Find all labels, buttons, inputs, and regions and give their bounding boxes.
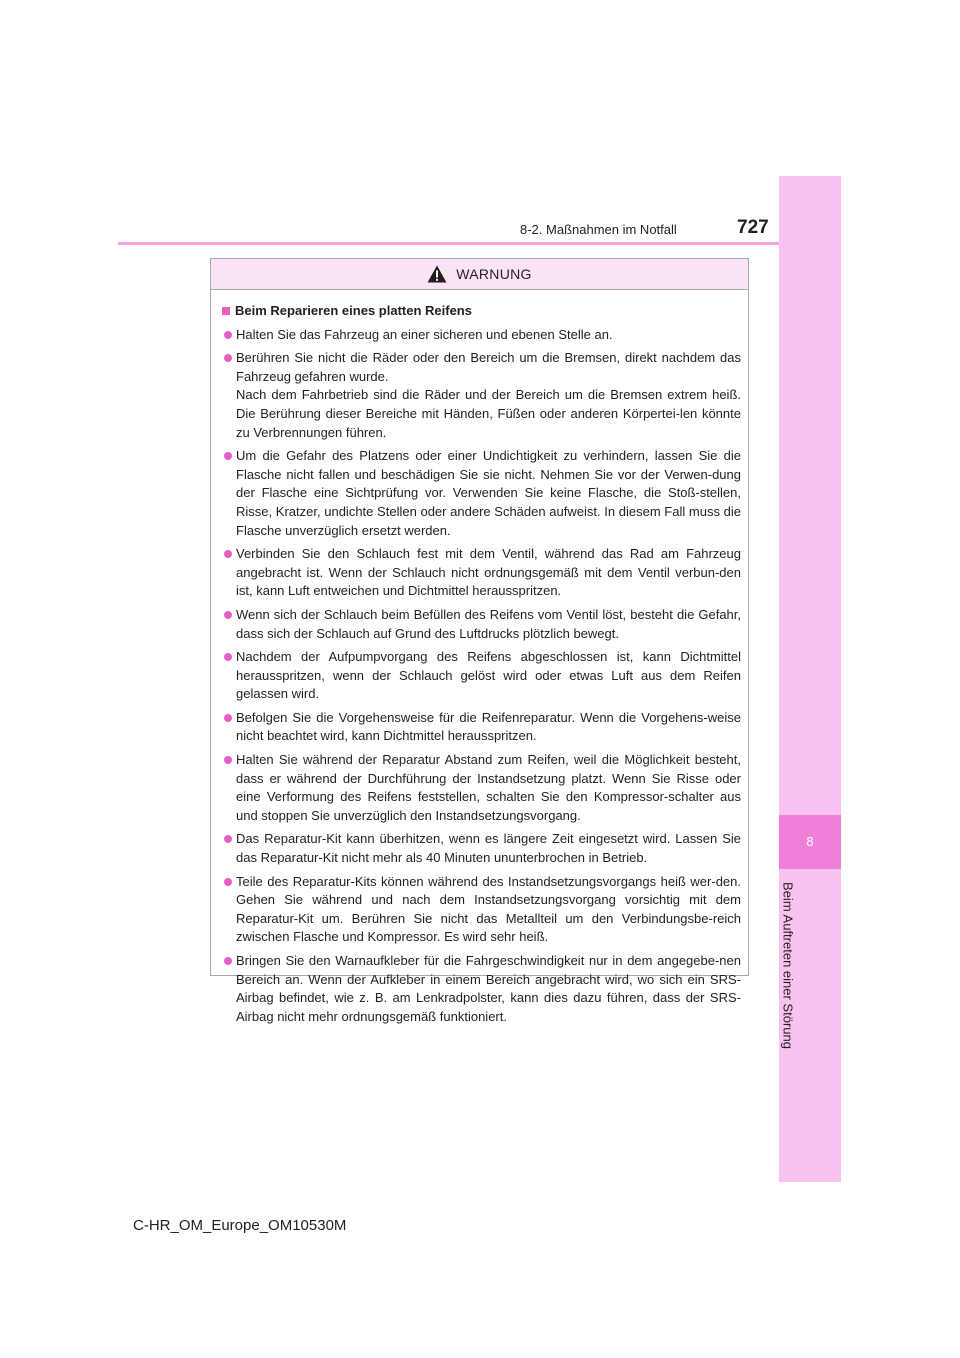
circle-bullet-icon (224, 611, 232, 619)
list-item-text (236, 873, 741, 947)
list-item-paragraph: Bringen Sie den Warnaufkleber für die Fahrgeschwindigkeit nur in dem angegebe-nen Bereich an. Wenn der Aufkleber in einem Bereich angebracht wird, wo sich ein SRS-Airbag befindet, wie z. B. am Lenkradpolster, kann dies dazu führen, dass der SRS-Airbag nicht mehr ordnungsgemäß funktioniert. (236, 953, 741, 1024)
list-item (222, 545, 741, 601)
circle-bullet-icon (224, 957, 232, 965)
list-item (222, 952, 741, 1026)
list-item-text (236, 709, 741, 746)
list-item-paragraph: Wenn sich der Schlauch beim Befüllen des Reifens vom Ventil löst, besteht die Gefahr, dass sich der Schlauch auf Grund des Luftdrucks plötzlich bewegt. (236, 606, 741, 641)
warning-subheading (222, 302, 741, 321)
square-bullet-icon (222, 307, 230, 315)
circle-bullet-icon (224, 756, 232, 764)
list-item-text (236, 648, 741, 704)
warning-box (210, 258, 749, 1024)
list-item-paragraph: Verbinden Sie den Schlauch fest mit dem Ventil, während das Rad am Fahrzeug angebracht ist. Wenn der Schlauch nicht ordnungsgemäß mit dem Ventil verbun-den ist, kann Luft entweichen und Dichtmittel herausspritzen. (236, 546, 741, 599)
list-item-paragraph: Teile des Reparatur-Kits können während des Instandsetzungsvorgangs heiß wer-den. Gehen Sie während und nach dem Instandsetzungsvorgang vorsichtig mit dem Reparatur-Kit um. Berühren Sie nicht das Metallteil um den Verbindungsbe-reich zwischen Flasche und Kompressor. Es wird sehr heiß. (236, 873, 741, 945)
list-item-text (236, 326, 741, 345)
list-item (222, 447, 741, 540)
list-item (222, 326, 741, 345)
warning-body (211, 290, 748, 1026)
list-item (222, 873, 741, 947)
page-number: 727 (737, 217, 769, 238)
circle-bullet-icon (224, 714, 232, 722)
list-item-text (236, 545, 741, 601)
list-item-paragraph: Das Reparatur-Kit kann überhitzen, wenn es längere Zeit eingesetzt wird. Lassen Sie das Reparatur-Kit nicht mehr als 40 Minuten ununterbrochen in Betrieb. (236, 831, 741, 866)
list-item-paragraph: Nachdem der Aufpumpvorgang des Reifens abgeschlossen ist, kann Dichtmittel herausspritzen, wenn der Schlauch gelöst wird oder etwas Luft aus dem Reifen gelassen wird. (236, 649, 741, 702)
list-item (222, 830, 741, 867)
list-item-paragraph: Um die Gefahr des Platzens oder einer Undichtigkeit zu verhindern, lassen Sie die Flasche nicht fallen und beschädigen Sie sie nicht. Nehmen Sie vor der Verwen-dung der Flasche eine Sichtprüfung vor. Verwenden Sie keine Flasche, die Stoß-stellen, Risse, Kratzer, undichte Stellen oder andere Schäden aufweist. In diesem Fall muss die Flasche unverzüglich ersetzt werden. (236, 448, 741, 538)
list-item-paragraph: Berühren Sie nicht die Räder oder den Bereich um die Bremsen, direkt nachdem das Fahrzeug gefahren wurde. (236, 350, 741, 384)
list-item-paragraph: Befolgen Sie die Vorgehensweise für die Reifenreparatur. Wenn die Vorgehens-weise nicht beachtet wird, kann Dichtmittel herausspritzen. (236, 709, 741, 744)
warning-title: WARNUNG (456, 266, 532, 282)
warning-header (211, 259, 748, 290)
list-item (222, 606, 741, 643)
section-title: 8-2. Maßnahmen im Notfall (520, 222, 677, 237)
document-id: C-HR_OM_Europe_OM10530M (133, 1217, 347, 1234)
circle-bullet-icon (224, 550, 232, 558)
warning-list (222, 326, 741, 1027)
list-item-text (236, 606, 741, 643)
circle-bullet-icon (224, 878, 232, 886)
list-item-text (236, 349, 741, 442)
chapter-number: 8 (806, 834, 814, 849)
header-divider (118, 242, 779, 245)
list-item (222, 349, 741, 442)
list-item-text (236, 830, 741, 867)
warning-triangle-icon (427, 265, 447, 283)
list-item (222, 709, 741, 746)
list-item-text (236, 447, 741, 540)
circle-bullet-icon (224, 452, 232, 460)
circle-bullet-icon (224, 331, 232, 339)
list-item-paragraph: Halten Sie das Fahrzeug an einer sicheren und ebenen Stelle an. (236, 326, 613, 342)
circle-bullet-icon (224, 835, 232, 843)
list-item (222, 648, 741, 704)
list-item-text (236, 952, 741, 1026)
list-item (222, 751, 741, 825)
list-item-paragraph: Nach dem Fahrbetrieb sind die Räder und der Bereich um die Bremsen extrem heiß. Die Berührung dieser Bereiche mit Händen, Füßen oder anderen Körpertei-len könnte zu Verbrennungen führen. (236, 387, 741, 440)
subheading-text: Beim Reparieren eines platten Reifens (235, 303, 472, 318)
list-item-paragraph: Halten Sie während der Reparatur Abstand zum Reifen, weil die Möglichkeit besteht, dass er während der Durchführung der Instandsetzung platzt. Wenn Sie Risse oder eine Verformung des Reifens feststellen, schalten Sie den Kompressor-schalter aus und stoppen Sie unverzüglich den Instandsetzungsvorgang. (236, 752, 741, 823)
circle-bullet-icon (224, 653, 232, 661)
chapter-label: Beim Auftreten einer Störung (780, 882, 796, 1049)
circle-bullet-icon (224, 354, 232, 362)
list-item-text (236, 751, 741, 825)
